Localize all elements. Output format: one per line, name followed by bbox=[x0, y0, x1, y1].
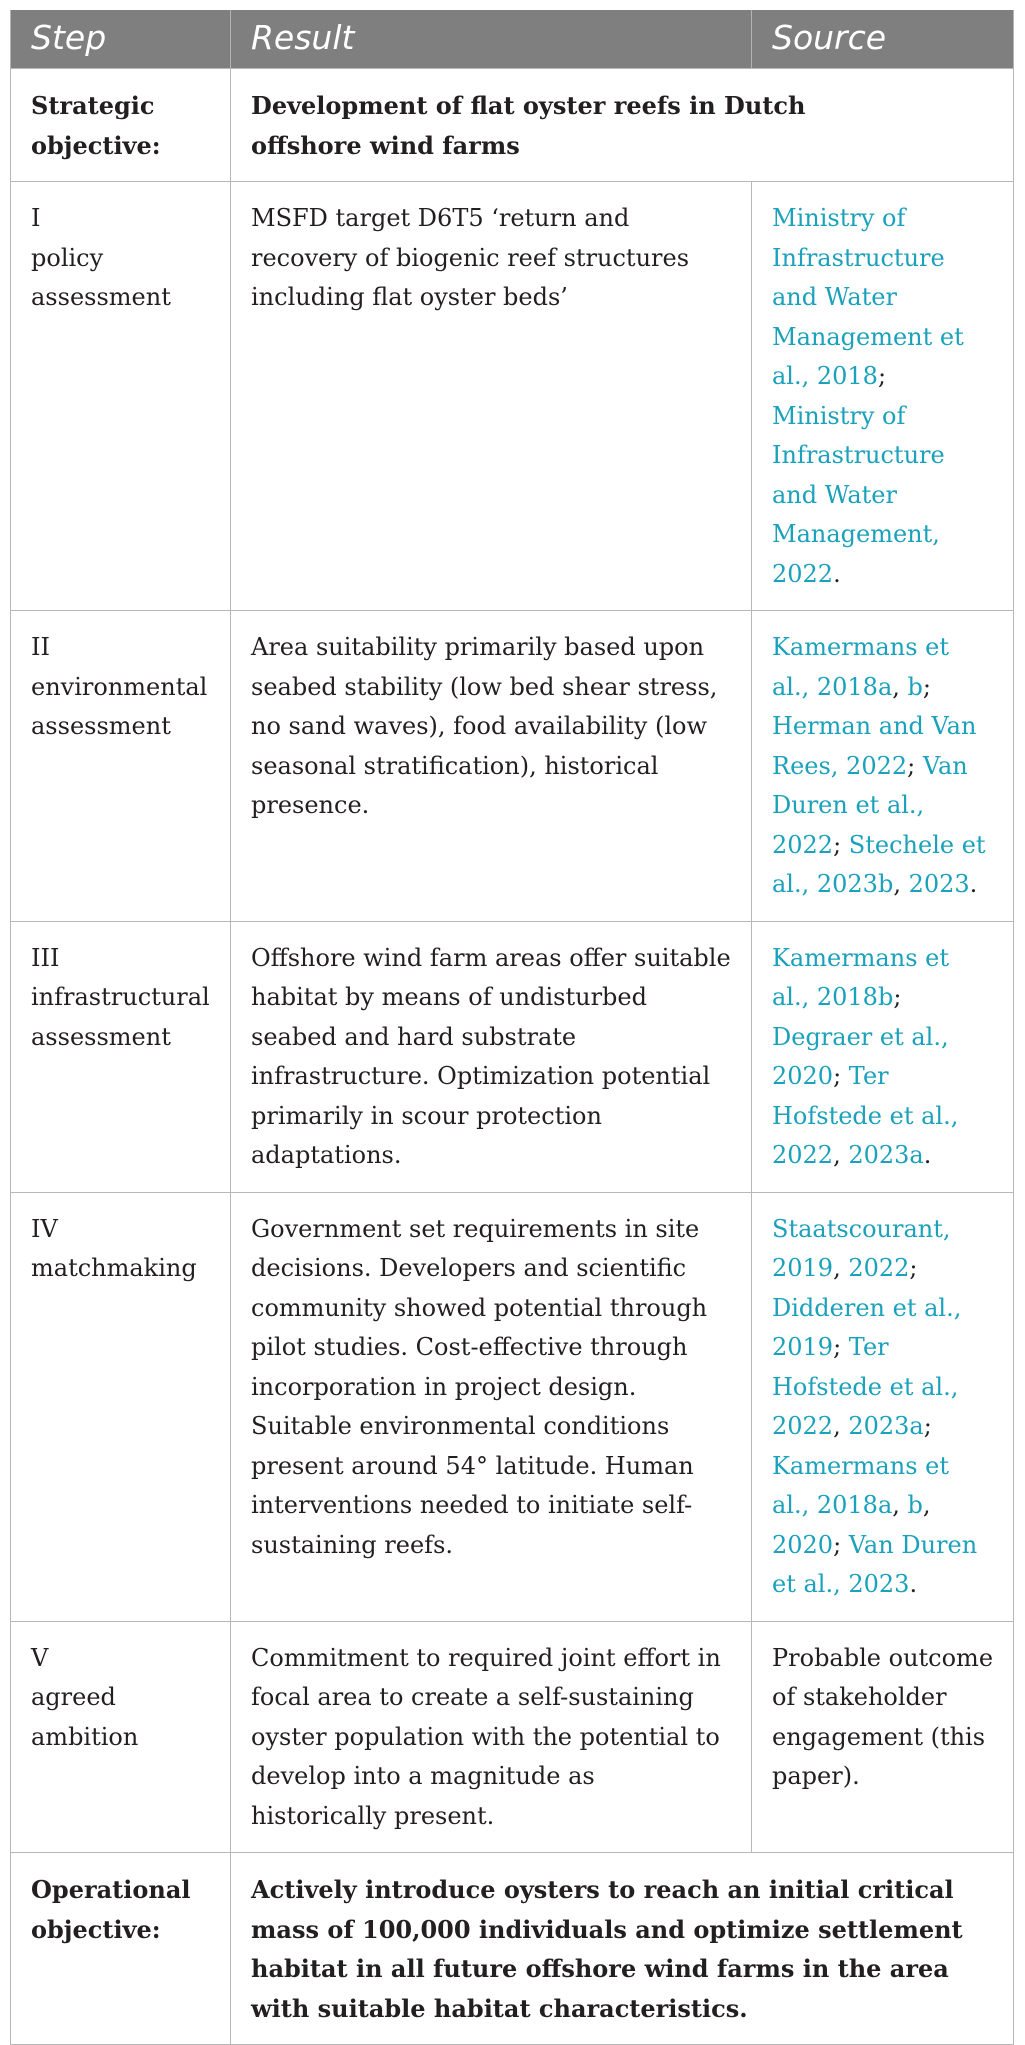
table-row bbox=[11, 1621, 1014, 1853]
source-text: ; bbox=[833, 1062, 849, 1090]
source-text: ; bbox=[923, 1412, 932, 1440]
step-number: I bbox=[31, 204, 41, 232]
citation-link[interactable]: Ministry of Infrastructure and Water Management et al., 2018 bbox=[772, 204, 964, 390]
citation-link[interactable]: 2023a bbox=[848, 1141, 924, 1169]
source-text: ; bbox=[877, 362, 887, 390]
step-number: III bbox=[31, 943, 60, 972]
source-text: , bbox=[892, 672, 908, 701]
source-text: , bbox=[833, 1141, 849, 1169]
source-text: ; bbox=[909, 1254, 918, 1282]
source-text: ; bbox=[922, 672, 931, 701]
table-row bbox=[11, 611, 1014, 922]
citation-link[interactable]: Staatscourant, 2019 bbox=[772, 1214, 951, 1282]
step-cell bbox=[11, 1192, 231, 1621]
source-cell bbox=[752, 611, 1014, 922]
strategic-objective-text: Development of flat oyster reefs in Dutch offshore wind farms bbox=[231, 69, 1014, 182]
citation-link[interactable]: Kamermans et al., 2018a bbox=[772, 633, 949, 701]
source-cell bbox=[752, 1621, 1014, 1853]
source-cell bbox=[752, 921, 1014, 1192]
strategic-objective-row bbox=[11, 69, 1014, 182]
step-name: policy assessment bbox=[31, 243, 171, 311]
table-row bbox=[11, 1192, 1014, 1621]
operational-objective-label: Operational objective: bbox=[11, 1853, 231, 2045]
source-text: , bbox=[922, 1491, 931, 1519]
citation-link[interactable]: Didderen et al., 2019 bbox=[772, 1293, 962, 1361]
step-cell bbox=[11, 611, 231, 922]
citation-link[interactable]: Ter Hofstede et al., 2022 bbox=[772, 1062, 959, 1169]
step-name: agreed ambition bbox=[31, 1683, 139, 1751]
citation-link[interactable]: b bbox=[907, 1491, 923, 1519]
citation-link[interactable]: 2022 bbox=[848, 1254, 910, 1282]
source-text: , bbox=[893, 870, 909, 898]
step-name: environmental assessment bbox=[31, 672, 208, 740]
source-text: , bbox=[833, 1254, 849, 1282]
citation-link[interactable]: Kamermans et al., 2018b bbox=[772, 943, 949, 1011]
step-name: matchmaking bbox=[31, 1254, 197, 1282]
source-cell bbox=[752, 1192, 1014, 1621]
header-source: Source bbox=[752, 10, 1014, 69]
source-text: ; bbox=[833, 1530, 849, 1559]
table-row bbox=[11, 182, 1014, 611]
operational-objective-text: Actively introduce oysters to reach an initial critical mass of 100,000 individuals and optimize settlement habitat in all future offshore wind farms in the area with suitable habitat characteristics. bbox=[231, 1853, 1014, 2045]
source-text: Probable outcome of stakeholder engagement (this paper). bbox=[772, 1643, 994, 1790]
citation-link[interactable]: b bbox=[907, 672, 923, 701]
step-number: II bbox=[31, 633, 50, 661]
citation-link[interactable]: Van Duren et al., 2022 bbox=[772, 751, 968, 859]
citation-link[interactable]: Stechele et al., 2023b bbox=[772, 830, 986, 898]
citation-link[interactable]: 2020 bbox=[772, 1530, 834, 1559]
source-text: . bbox=[833, 559, 841, 588]
source-text: . bbox=[923, 1141, 932, 1169]
step-number: IV bbox=[31, 1214, 58, 1243]
source-text: , bbox=[833, 1412, 849, 1440]
source-text: ; bbox=[893, 983, 902, 1011]
step-number: V bbox=[31, 1643, 49, 1672]
source-cell bbox=[752, 182, 1014, 611]
step-cell bbox=[11, 921, 231, 1192]
citation-link[interactable]: Herman and Van Rees, 2022 bbox=[772, 712, 977, 780]
citation-link[interactable]: Ter Hofstede et al., 2022 bbox=[772, 1333, 959, 1440]
source-text: ; bbox=[907, 751, 923, 780]
strategic-objective-label: Strategic objective: bbox=[11, 69, 231, 182]
citation-link[interactable]: Van Duren et al., 2023 bbox=[772, 1530, 978, 1598]
source-text: ; bbox=[833, 830, 849, 859]
source-text: . bbox=[909, 1570, 918, 1598]
step-name: infrastructural assessment bbox=[31, 983, 210, 1051]
citation-link[interactable]: Degraer et al., 2020 bbox=[772, 1022, 949, 1090]
result-cell: Government set requirements in site decisions. Developers and scientific community showed potential through pilot studies. Cost-effective through incorporation in project design. Suitable environmental conditions present around 54° latitude. Human interventions needed to initiate self-sustaining reefs. bbox=[231, 1192, 752, 1621]
operational-objective-row bbox=[11, 1853, 1014, 2045]
source-text: ; bbox=[833, 1333, 849, 1361]
source-text: , bbox=[892, 1491, 908, 1519]
objectives-table bbox=[10, 10, 1014, 2045]
header-row bbox=[11, 10, 1014, 69]
table-row bbox=[11, 921, 1014, 1192]
result-cell: Commitment to required joint effort in focal area to create a self-sustaining oyster population with the potential to develop into a magnitude as historically present. bbox=[231, 1621, 752, 1853]
result-cell: Offshore wind farm areas offer suitable habitat by means of undisturbed seabed and hard substrate infrastructure. Optimization potential primarily in scour protection adaptations. bbox=[231, 921, 752, 1192]
step-cell bbox=[11, 1621, 231, 1853]
citation-link[interactable]: 2023a bbox=[848, 1412, 924, 1440]
citation-link[interactable]: Kamermans et al., 2018a bbox=[772, 1451, 949, 1519]
header-result: Result bbox=[231, 10, 752, 69]
header-step: Step bbox=[11, 10, 231, 69]
source-text: . bbox=[969, 870, 978, 898]
step-cell bbox=[11, 182, 231, 611]
result-cell: MSFD target D6T5 ‘return and recovery of biogenic reef structures including flat oyster beds’ bbox=[231, 182, 752, 611]
result-cell: Area suitability primarily based upon seabed stability (low bed shear stress, no sand waves), food availability (low seasonal stratification), historical presence. bbox=[231, 611, 752, 922]
citation-link[interactable]: Ministry of Infrastructure and Water Management, 2022 bbox=[772, 401, 945, 588]
citation-link[interactable]: 2023 bbox=[908, 870, 970, 898]
